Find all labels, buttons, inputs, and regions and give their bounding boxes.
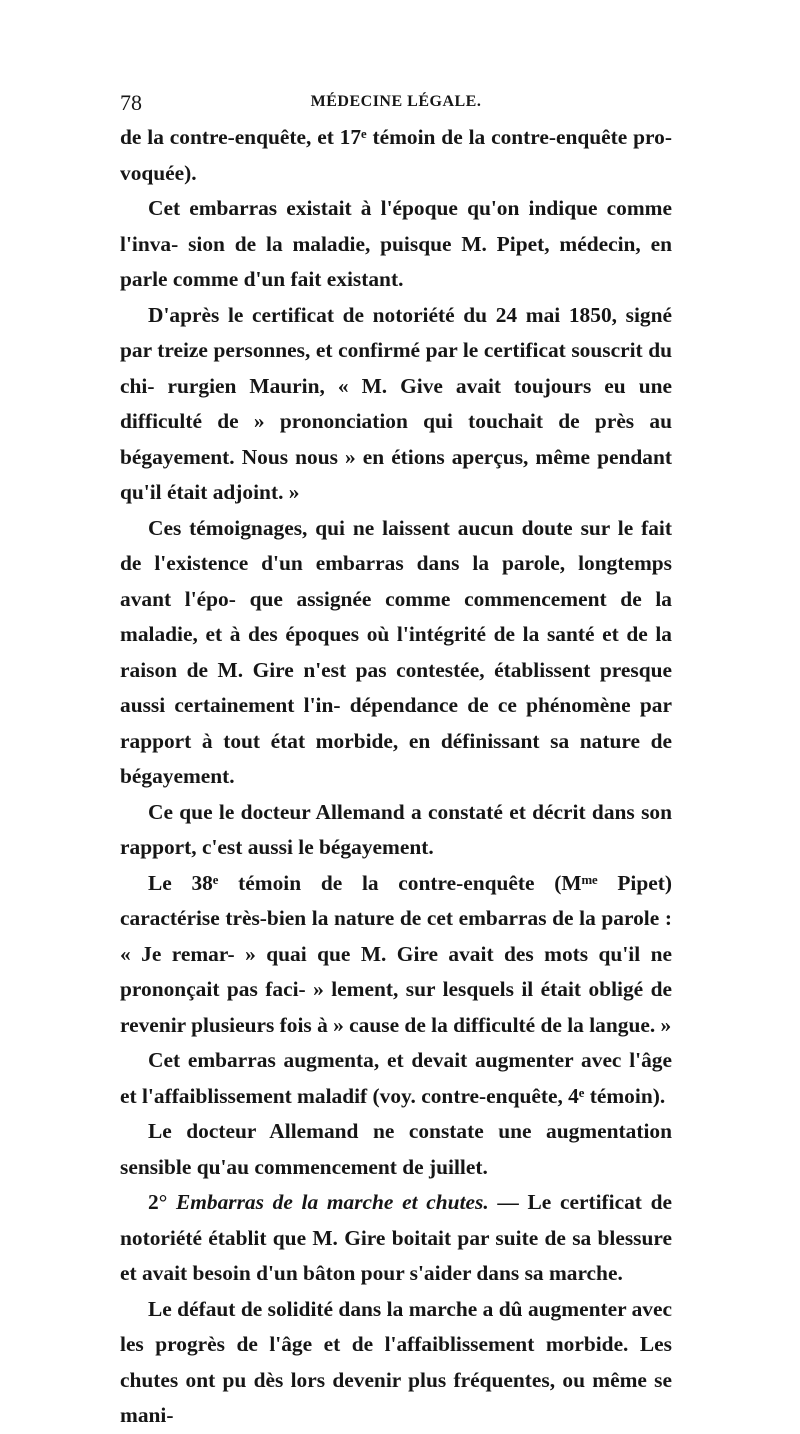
text-line: n'est pas contestée, établissent presque aussi certainement l'in- (120, 657, 672, 717)
paragraph (120, 866, 672, 1044)
section-heading: Embarras de la marche et chutes. (175, 1190, 489, 1214)
text-line: voquée). (120, 160, 197, 185)
page-body (120, 120, 672, 1434)
paragraph (120, 298, 672, 511)
text-line: dépendance de ce phénomène par rapport à tout état morbide, (120, 693, 672, 753)
text-line: » quai que M. Gire avait des mots qu'il ne prononçait pas faci- (120, 941, 672, 1001)
text-line: » prononciation qui touchait de près au bégayement. Nous nous (120, 409, 672, 469)
text-line: qu'au commencement de juillet. (196, 1154, 488, 1179)
text-line: très-bien la nature de cet embarras de la parole : « Je remar- (120, 906, 672, 966)
text-line: rapport, c'est aussi le bégayement. (120, 835, 434, 859)
paragraph (120, 191, 672, 298)
text-line: les progrès de l'âge et de l'affaiblissement morbide. Les chutes (120, 1332, 672, 1392)
text-line: Le défaut de solidité dans la marche a dû augmenter avec (148, 1296, 672, 1321)
text-line: Ces témoignages, qui ne laissent aucun doute sur le fait de (120, 515, 672, 575)
paragraph (120, 1292, 672, 1434)
text-line: rurgien Maurin, « M. Give avait toujours eu une difficulté de (120, 373, 672, 433)
text-line: » en étions aperçus, même pendant qu'il était adjoint. » (120, 444, 672, 504)
text-line: l'affaiblissement maladif (voy. contre-enquête, 4ᵉ témoin). (141, 1083, 666, 1108)
paragraph (120, 795, 672, 866)
paragraph (120, 120, 672, 191)
page-header (120, 90, 672, 120)
section-number: 2° (148, 1190, 176, 1214)
text-line: en définissant sa nature de bégayement. (120, 728, 672, 788)
text-line: treize personnes, et confirmé par le certificat souscrit du chi- (120, 338, 672, 398)
text-line: ont pu dès lors devenir plus fréquentes, ou même se mani- (120, 1367, 672, 1427)
book-page (120, 90, 672, 1434)
text-line: sion de la maladie, puisque M. Pipet, médecin, en parle comme (120, 231, 672, 291)
text-line: d'un fait existant. (243, 267, 404, 291)
running-title: MÉDECINE LÉGALE. (310, 93, 482, 110)
paragraph (120, 511, 672, 795)
text-line: époques où l'intégrité de la santé et de la raison de M. Gire (120, 622, 673, 682)
text-line: notoriété établit que M. Gire boitait par suite de sa blessure et (120, 1225, 672, 1285)
text-line: que assignée comme commencement de la maladie, et à des (120, 586, 672, 646)
text-line: D'après le certificat de notoriété du 24 mai 1850, signé par (120, 302, 672, 362)
text-line: » lement, sur lesquels il était obligé de revenir plusieurs fois à (120, 977, 672, 1037)
text-line: Le 38ᵉ témoin de la contre-enquête (Mᵐᵉ Pipet) caractérise (120, 870, 672, 930)
text-line: — Le certificat de (488, 1190, 672, 1214)
text-line: Ce que le docteur Allemand a constaté et décrit dans son (148, 799, 672, 824)
text-line: Le docteur Allemand ne constate une augmentation sensible (120, 1119, 672, 1179)
text-line: Cet embarras augmenta, et devait augmenter avec l'âge et (120, 1048, 672, 1108)
text-line: de la contre-enquête, et 17ᵉ témoin de la contre-enquête pro- (120, 125, 672, 149)
page-number: 78 (120, 90, 142, 115)
paragraph (120, 1114, 672, 1185)
text-line: avait besoin d'un bâton pour s'aider dans sa marche. (141, 1261, 623, 1285)
text-line: Cet embarras existait à l'époque qu'on indique comme l'inva- (120, 196, 672, 256)
text-line: l'existence d'un embarras dans la parole, longtemps avant l'épo- (120, 551, 672, 611)
paragraph (120, 1185, 672, 1292)
paragraph (120, 1043, 672, 1114)
text-line: » cause de la difficulté de la langue. » (333, 1012, 672, 1037)
